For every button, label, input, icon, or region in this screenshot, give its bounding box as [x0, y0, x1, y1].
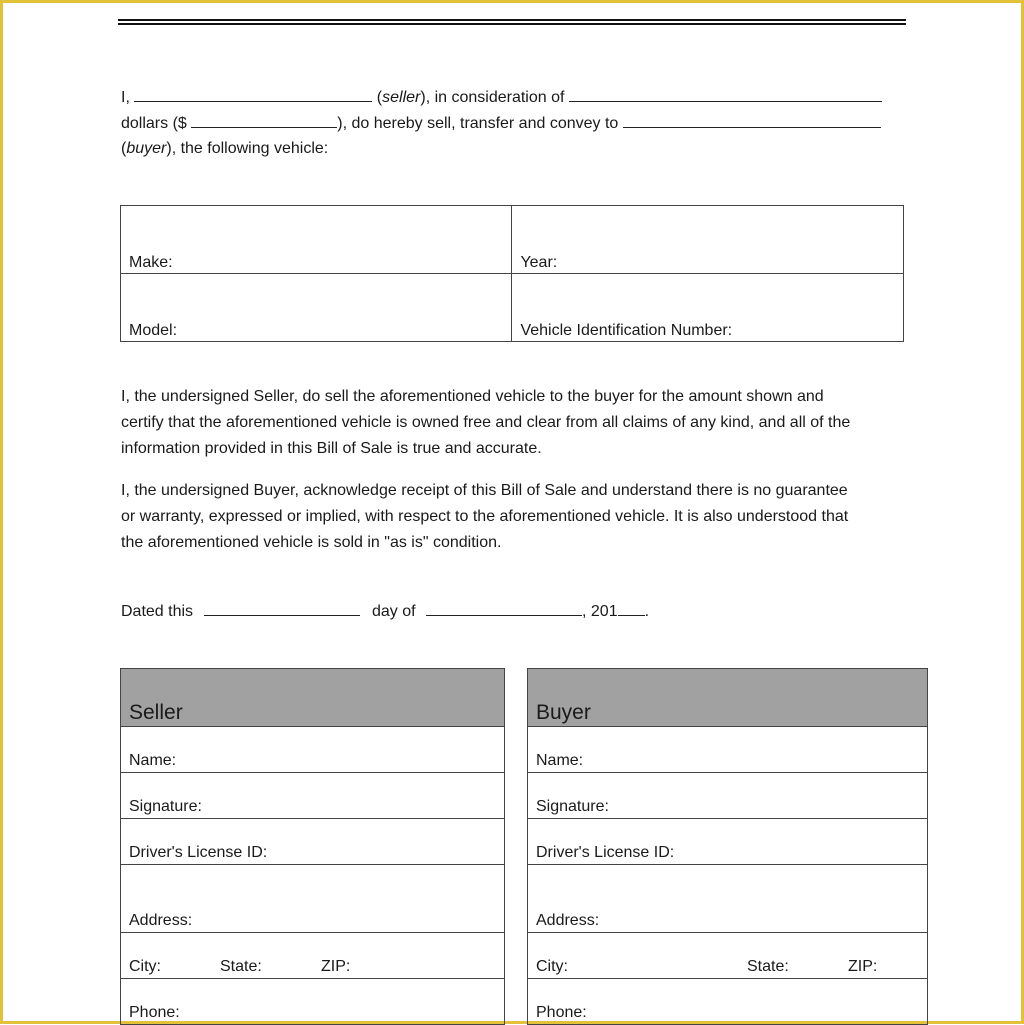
- make-cell[interactable]: Make:: [121, 206, 512, 274]
- buyer-signature-field[interactable]: Signature:: [528, 773, 928, 819]
- month-blank[interactable]: [426, 602, 582, 616]
- seller-header-row: [121, 669, 505, 727]
- buyer-table: [527, 668, 928, 1025]
- seller-name-field[interactable]: Name:: [121, 727, 505, 773]
- buyer-city-state-zip-field[interactable]: [528, 933, 928, 979]
- day-blank[interactable]: [204, 602, 360, 616]
- seller-city-state-zip-field[interactable]: [121, 933, 505, 979]
- buyer-zip-label: ZIP:: [848, 958, 878, 975]
- year-prefix-text: , 201: [582, 603, 618, 620]
- buyer-state-label: State:: [747, 958, 789, 975]
- buyer-phone-field[interactable]: Phone:: [528, 979, 928, 1025]
- seller-name-row: [121, 727, 505, 773]
- vehicle-row-1: [121, 206, 904, 274]
- seller-phone-row: [121, 979, 505, 1025]
- following-vehicle-text: ), the following vehicle:: [166, 140, 329, 157]
- seller-cert-line-1: I, the undersigned Seller, do sell the aforementioned vehicle to the buyer for the amount shown and: [121, 388, 824, 405]
- intro-line-2: [121, 114, 881, 133]
- seller-zip-label: ZIP:: [321, 958, 351, 975]
- seller-city-row: [121, 933, 505, 979]
- dollar-amount-blank[interactable]: [191, 114, 337, 128]
- buyer-header-row: [528, 669, 928, 727]
- buyer-cert-line-1: I, the undersigned Buyer, acknowledge receipt of this Bill of Sale and understand there is no guarantee: [121, 482, 848, 499]
- convey-text: ), do hereby sell, transfer and convey to: [337, 115, 619, 132]
- buyer-title: Buyer: [528, 669, 928, 727]
- seller-title: Seller: [121, 669, 505, 727]
- buyer-address-row: [528, 865, 928, 933]
- intro-i: I,: [121, 89, 130, 106]
- buyer-name-row: [528, 727, 928, 773]
- seller-license-field[interactable]: Driver's License ID:: [121, 819, 505, 865]
- seller-name-blank[interactable]: [134, 88, 372, 102]
- seller-role-label: seller: [382, 89, 421, 106]
- buyer-city-row: [528, 933, 928, 979]
- buyer-name-field[interactable]: Name:: [528, 727, 928, 773]
- buyer-license-row: [528, 819, 928, 865]
- vehicle-row-2: [121, 274, 904, 342]
- seller-signature-field[interactable]: Signature:: [121, 773, 505, 819]
- seller-license-row: [121, 819, 505, 865]
- seller-address-field[interactable]: Address:: [121, 865, 505, 933]
- seller-state-label: State:: [220, 958, 262, 975]
- buyer-license-field[interactable]: Driver's License ID:: [528, 819, 928, 865]
- day-of-text: day of: [371, 603, 416, 620]
- consideration-blank[interactable]: [569, 88, 882, 102]
- vin-cell[interactable]: Vehicle Identification Number:: [512, 274, 904, 342]
- seller-cert-line-3: information provided in this Bill of Sale is true and accurate.: [121, 440, 542, 457]
- year-blank[interactable]: [618, 602, 645, 616]
- model-cell[interactable]: Model:: [121, 274, 512, 342]
- buyer-signature-row: [528, 773, 928, 819]
- dated-this-text: Dated this: [121, 603, 194, 620]
- seller-signature-row: [121, 773, 505, 819]
- dollars-text: dollars ($: [121, 115, 187, 132]
- buyer-name-blank[interactable]: [623, 114, 881, 128]
- intro-line-3: (buyer), the following vehicle:: [121, 140, 329, 157]
- seller-city-label: City:: [129, 958, 161, 975]
- header-rule-bottom: [118, 23, 906, 25]
- seller-address-row: [121, 865, 505, 933]
- buyer-phone-row: [528, 979, 928, 1025]
- buyer-address-field[interactable]: Address:: [528, 865, 928, 933]
- buyer-cert-line-3: the aforementioned vehicle is sold in "as is" condition.: [121, 534, 502, 551]
- vehicle-table: [120, 205, 904, 342]
- buyer-cert-line-2: or warranty, expressed or implied, with respect to the aforementioned vehicle. It is also understood that: [121, 508, 849, 525]
- intro-line-1: I, (seller), in consideration of: [121, 88, 882, 107]
- dated-line: [121, 602, 649, 621]
- buyer-city-label: City:: [536, 958, 568, 975]
- header-rule-top: [118, 19, 906, 21]
- seller-table: [120, 668, 505, 1025]
- buyer-role-label: buyer: [126, 140, 167, 157]
- seller-cert-line-2: certify that the aforementioned vehicle is owned free and clear from all claims of any kind, and all of the: [121, 414, 851, 431]
- seller-phone-field[interactable]: Phone:: [121, 979, 505, 1025]
- consideration-text: ), in consideration of: [420, 89, 565, 106]
- dated-end-text: .: [644, 603, 650, 620]
- year-cell[interactable]: Year:: [512, 206, 904, 274]
